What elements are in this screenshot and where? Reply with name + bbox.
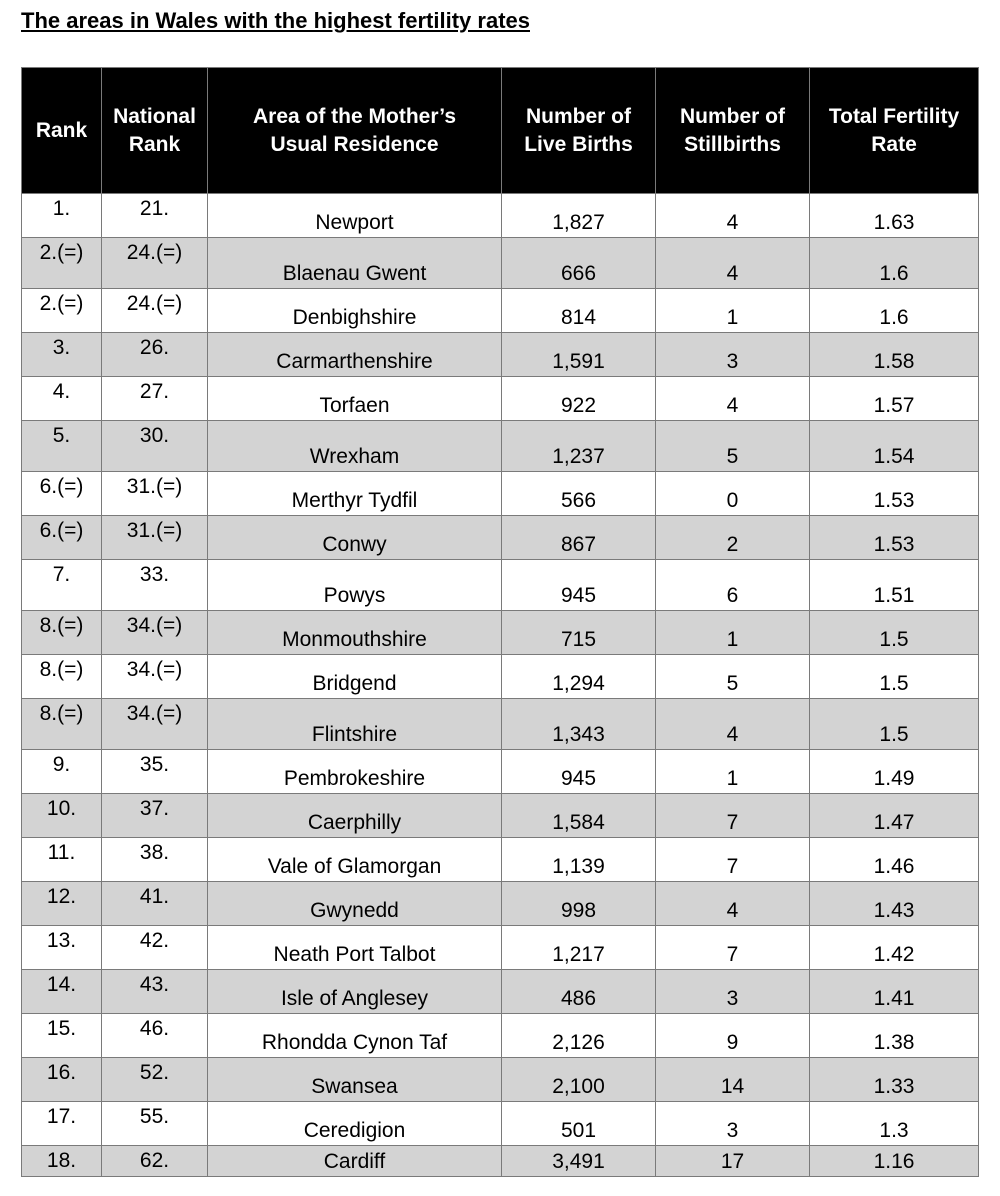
national-rank-cell: 62.: [102, 1146, 208, 1177]
live-births-cell: 867: [502, 516, 656, 560]
live-births-cell: 1,217: [502, 926, 656, 970]
column-header-stillbirths: Number of Stillbirths: [656, 68, 810, 194]
rank-cell: 15.: [22, 1014, 102, 1058]
table-row: [22, 794, 979, 838]
stillbirths-cell: 5: [656, 655, 810, 699]
stillbirths-cell: 4: [656, 882, 810, 926]
table-row: [22, 560, 979, 611]
column-header-rank: Rank: [22, 68, 102, 194]
rank-cell: 8.(=): [22, 655, 102, 699]
area-cell: Carmarthenshire: [208, 333, 502, 377]
live-births-cell: 1,237: [502, 421, 656, 472]
rank-cell: 7.: [22, 560, 102, 611]
live-births-cell: 1,827: [502, 194, 656, 238]
table-row: [22, 750, 979, 794]
area-cell: Denbighshire: [208, 289, 502, 333]
area-cell: Conwy: [208, 516, 502, 560]
rank-cell: 10.: [22, 794, 102, 838]
rank-cell: 6.(=): [22, 516, 102, 560]
table-row: [22, 970, 979, 1014]
national-rank-cell: 31.(=): [102, 516, 208, 560]
column-header-live-births: Number of Live Births: [502, 68, 656, 194]
national-rank-cell: 24.(=): [102, 238, 208, 289]
fertility-table: [21, 67, 979, 1177]
live-births-cell: 945: [502, 750, 656, 794]
national-rank-cell: 24.(=): [102, 289, 208, 333]
stillbirths-cell: 5: [656, 421, 810, 472]
national-rank-cell: 52.: [102, 1058, 208, 1102]
national-rank-cell: 30.: [102, 421, 208, 472]
rank-cell: 1.: [22, 194, 102, 238]
stillbirths-cell: 3: [656, 970, 810, 1014]
area-cell: Bridgend: [208, 655, 502, 699]
stillbirths-cell: 4: [656, 238, 810, 289]
area-cell: Neath Port Talbot: [208, 926, 502, 970]
stillbirths-cell: 6: [656, 560, 810, 611]
area-cell: Torfaen: [208, 377, 502, 421]
fertility-rate-cell: 1.53: [810, 472, 979, 516]
national-rank-cell: 43.: [102, 970, 208, 1014]
table-row: [22, 1102, 979, 1146]
stillbirths-cell: 4: [656, 377, 810, 421]
stillbirths-cell: 2: [656, 516, 810, 560]
stillbirths-cell: 3: [656, 1102, 810, 1146]
stillbirths-cell: 1: [656, 611, 810, 655]
stillbirths-cell: 7: [656, 794, 810, 838]
rank-cell: 3.: [22, 333, 102, 377]
stillbirths-cell: 4: [656, 699, 810, 750]
rank-cell: 12.: [22, 882, 102, 926]
area-cell: Monmouthshire: [208, 611, 502, 655]
area-cell: Ceredigion: [208, 1102, 502, 1146]
national-rank-cell: 37.: [102, 794, 208, 838]
fertility-rate-cell: 1.46: [810, 838, 979, 882]
table-row: [22, 1058, 979, 1102]
national-rank-cell: 34.(=): [102, 699, 208, 750]
rank-cell: 14.: [22, 970, 102, 1014]
fertility-rate-cell: 1.42: [810, 926, 979, 970]
live-births-cell: 1,139: [502, 838, 656, 882]
table-row: [22, 699, 979, 750]
fertility-rate-cell: 1.41: [810, 970, 979, 1014]
area-cell: Powys: [208, 560, 502, 611]
live-births-cell: 1,591: [502, 333, 656, 377]
area-cell: Merthyr Tydfil: [208, 472, 502, 516]
live-births-cell: 1,343: [502, 699, 656, 750]
area-cell: Wrexham: [208, 421, 502, 472]
fertility-rate-cell: 1.58: [810, 333, 979, 377]
rank-cell: 2.(=): [22, 289, 102, 333]
table-body: [22, 194, 979, 1177]
live-births-cell: 715: [502, 611, 656, 655]
national-rank-cell: 33.: [102, 560, 208, 611]
rank-cell: 16.: [22, 1058, 102, 1102]
column-header-national-rank: National Rank: [102, 68, 208, 194]
area-cell: Vale of Glamorgan: [208, 838, 502, 882]
table-row: [22, 472, 979, 516]
fertility-rate-cell: 1.47: [810, 794, 979, 838]
rank-cell: 18.: [22, 1146, 102, 1177]
national-rank-cell: 21.: [102, 194, 208, 238]
area-cell: Isle of Anglesey: [208, 970, 502, 1014]
area-cell: Pembrokeshire: [208, 750, 502, 794]
area-cell: Newport: [208, 194, 502, 238]
live-births-cell: 486: [502, 970, 656, 1014]
national-rank-cell: 38.: [102, 838, 208, 882]
fertility-rate-cell: 1.5: [810, 611, 979, 655]
area-cell: Cardiff: [208, 1146, 502, 1177]
stillbirths-cell: 0: [656, 472, 810, 516]
national-rank-cell: 31.(=): [102, 472, 208, 516]
national-rank-cell: 34.(=): [102, 655, 208, 699]
national-rank-cell: 46.: [102, 1014, 208, 1058]
table-row: [22, 516, 979, 560]
table-row: [22, 655, 979, 699]
table-row: [22, 1146, 979, 1177]
fertility-rate-cell: 1.49: [810, 750, 979, 794]
table-header: [22, 68, 979, 194]
area-cell: Caerphilly: [208, 794, 502, 838]
rank-cell: 2.(=): [22, 238, 102, 289]
area-cell: Rhondda Cynon Taf: [208, 1014, 502, 1058]
fertility-rate-cell: 1.57: [810, 377, 979, 421]
area-cell: Blaenau Gwent: [208, 238, 502, 289]
live-births-cell: 666: [502, 238, 656, 289]
national-rank-cell: 55.: [102, 1102, 208, 1146]
fertility-rate-cell: 1.5: [810, 655, 979, 699]
table-row: [22, 333, 979, 377]
live-births-cell: 566: [502, 472, 656, 516]
national-rank-cell: 35.: [102, 750, 208, 794]
stillbirths-cell: 7: [656, 838, 810, 882]
live-births-cell: 1,294: [502, 655, 656, 699]
fertility-rate-cell: 1.54: [810, 421, 979, 472]
rank-cell: 6.(=): [22, 472, 102, 516]
live-births-cell: 2,126: [502, 1014, 656, 1058]
table-row: [22, 377, 979, 421]
table-row: [22, 421, 979, 472]
fertility-rate-cell: 1.53: [810, 516, 979, 560]
column-header-area: Area of the Mother’s Usual Residence: [208, 68, 502, 194]
national-rank-cell: 42.: [102, 926, 208, 970]
table-row: [22, 238, 979, 289]
fertility-rate-cell: 1.43: [810, 882, 979, 926]
fertility-rate-cell: 1.38: [810, 1014, 979, 1058]
stillbirths-cell: 14: [656, 1058, 810, 1102]
rank-cell: 5.: [22, 421, 102, 472]
live-births-cell: 922: [502, 377, 656, 421]
live-births-cell: 3,491: [502, 1146, 656, 1177]
table-row: [22, 838, 979, 882]
rank-cell: 11.: [22, 838, 102, 882]
area-cell: Swansea: [208, 1058, 502, 1102]
fertility-rate-cell: 1.3: [810, 1102, 979, 1146]
national-rank-cell: 26.: [102, 333, 208, 377]
live-births-cell: 998: [502, 882, 656, 926]
header-row: [22, 68, 979, 194]
fertility-rate-cell: 1.6: [810, 289, 979, 333]
rank-cell: 4.: [22, 377, 102, 421]
stillbirths-cell: 1: [656, 750, 810, 794]
fertility-rate-cell: 1.51: [810, 560, 979, 611]
stillbirths-cell: 1: [656, 289, 810, 333]
rank-cell: 17.: [22, 1102, 102, 1146]
table-row: [22, 1014, 979, 1058]
table-row: [22, 926, 979, 970]
live-births-cell: 1,584: [502, 794, 656, 838]
fertility-rate-cell: 1.5: [810, 699, 979, 750]
national-rank-cell: 27.: [102, 377, 208, 421]
live-births-cell: 814: [502, 289, 656, 333]
fertility-rate-cell: 1.6: [810, 238, 979, 289]
stillbirths-cell: 9: [656, 1014, 810, 1058]
stillbirths-cell: 4: [656, 194, 810, 238]
table-row: [22, 611, 979, 655]
column-header-fertility-rate: Total Fertility Rate: [810, 68, 979, 194]
table-row: [22, 289, 979, 333]
stillbirths-cell: 3: [656, 333, 810, 377]
rank-cell: 9.: [22, 750, 102, 794]
live-births-cell: 501: [502, 1102, 656, 1146]
national-rank-cell: 34.(=): [102, 611, 208, 655]
page-title: The areas in Wales with the highest fertility rates: [21, 8, 530, 33]
stillbirths-cell: 17: [656, 1146, 810, 1177]
live-births-cell: 2,100: [502, 1058, 656, 1102]
rank-cell: 13.: [22, 926, 102, 970]
stillbirths-cell: 7: [656, 926, 810, 970]
rank-cell: 8.(=): [22, 611, 102, 655]
table-row: [22, 194, 979, 238]
fertility-rate-cell: 1.63: [810, 194, 979, 238]
area-cell: Gwynedd: [208, 882, 502, 926]
national-rank-cell: 41.: [102, 882, 208, 926]
table-row: [22, 882, 979, 926]
live-births-cell: 945: [502, 560, 656, 611]
area-cell: Flintshire: [208, 699, 502, 750]
fertility-rate-cell: 1.16: [810, 1146, 979, 1177]
fertility-rate-cell: 1.33: [810, 1058, 979, 1102]
rank-cell: 8.(=): [22, 699, 102, 750]
